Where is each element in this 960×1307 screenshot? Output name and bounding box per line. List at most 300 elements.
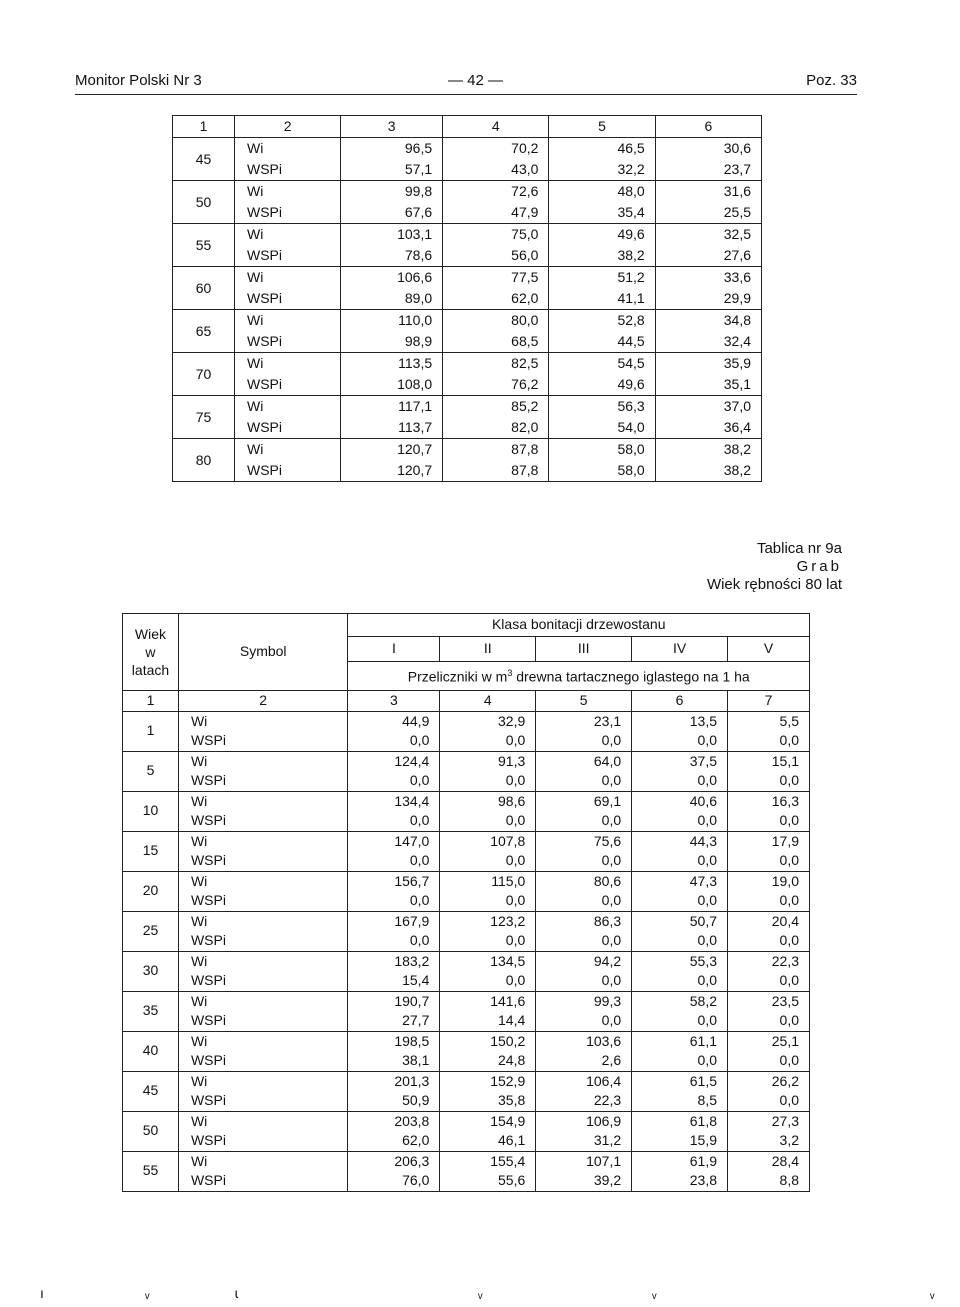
symbol-cell: Wi [235, 310, 341, 332]
value-cell: 80,0 [443, 310, 549, 332]
value-cell: 27,3 [771, 1112, 799, 1129]
value-cell: 156,7 [348, 871, 440, 891]
value-cell: 141,6 [440, 991, 536, 1011]
page-header [75, 72, 857, 95]
value-cell: 167,9 [348, 911, 440, 931]
value-cell: 58,0 [549, 460, 655, 482]
value-cell: 76,0 [348, 1171, 440, 1191]
table-row [123, 751, 810, 771]
value-cell: 41,1 [549, 288, 655, 310]
value-cell: 0,0 [632, 771, 728, 791]
value-cell: 39,2 [536, 1171, 632, 1191]
table-row [173, 267, 762, 289]
column-number: 5 [536, 691, 632, 712]
table-row [123, 971, 810, 991]
value-cell: 107,8 [440, 831, 536, 851]
value-cell: 0,0 [536, 731, 632, 751]
value-cell: 58,0 [549, 439, 655, 461]
symbol-cell: Wi [178, 1071, 348, 1091]
value-cell: 201,3 [348, 1071, 440, 1091]
value-cell: 117,1 [341, 396, 443, 418]
value-cell: 52,8 [549, 310, 655, 332]
age-cell: 15 [123, 831, 179, 871]
value-cell: 0,0 [536, 851, 632, 871]
class-label: III [536, 637, 632, 662]
symbol-cell: WSPi [235, 202, 341, 224]
value-cell: 113,7 [341, 417, 443, 439]
value-cell: 29,9 [655, 288, 761, 310]
age-header: Wiek w latach [123, 614, 179, 691]
scan-marks: ı ᵥ ɩ ᵥ ᵥ ᵥ [40, 1285, 935, 1301]
value-cell: 28,4 [771, 1152, 799, 1169]
value-cell: 0,0 [536, 931, 632, 951]
value-cell: 0,0 [728, 771, 810, 791]
value-cell: 27,6 [655, 245, 761, 267]
symbol-cell: WSPi [178, 1131, 348, 1151]
symbol-cell: Wi [178, 951, 348, 971]
age-cell: 50 [123, 1111, 179, 1151]
value-cell: 46,1 [440, 1131, 536, 1151]
table-row [123, 871, 810, 891]
table-row [173, 202, 762, 224]
symbol-cell: WSPi [178, 771, 348, 791]
table-row [173, 224, 762, 246]
value-cell: 54,0 [549, 417, 655, 439]
value-cell: 35,8 [440, 1091, 536, 1111]
value-cell: 46,5 [549, 138, 655, 160]
value-cell: 0,0 [348, 811, 440, 831]
value-cell: 55,6 [440, 1171, 536, 1191]
value-cell: 55,3 [632, 951, 728, 971]
value-cell: 0,0 [348, 891, 440, 911]
value-cell: 0,0 [440, 771, 536, 791]
value-cell: 34,8 [723, 312, 751, 328]
value-cell: 0,0 [536, 971, 632, 991]
value-cell: 115,0 [440, 871, 536, 891]
value-cell: 3,2 [728, 1131, 810, 1151]
table-row [123, 731, 810, 751]
value-cell: 22,3 [771, 952, 799, 969]
value-cell: 56,0 [443, 245, 549, 267]
value-cell: 25,1 [771, 1032, 799, 1049]
symbol-header: Symbol [178, 614, 348, 691]
value-cell: 23,8 [632, 1171, 728, 1191]
value-cell: 61,8 [632, 1111, 728, 1131]
value-cell: 0,0 [348, 731, 440, 751]
value-cell: 37,0 [723, 398, 751, 414]
value-cell: 48,0 [549, 181, 655, 203]
value-cell: 0,0 [536, 771, 632, 791]
table-row [173, 331, 762, 353]
value-cell: 44,3 [632, 831, 728, 851]
value-cell: 103,1 [341, 224, 443, 246]
value-cell: 72,6 [443, 181, 549, 203]
class-label: II [440, 637, 536, 662]
value-cell: 17,9 [771, 832, 799, 849]
value-cell: 0,0 [632, 731, 728, 751]
value-cell: 107,1 [536, 1151, 632, 1171]
table-row [123, 1051, 810, 1071]
value-cell: 30,6 [723, 140, 751, 156]
value-cell: 58,2 [632, 991, 728, 1011]
value-cell: 64,0 [536, 751, 632, 771]
table-row [123, 931, 810, 951]
value-cell: 32,9 [440, 711, 536, 731]
table-row [123, 791, 810, 811]
table-row [173, 310, 762, 332]
value-cell: 134,5 [440, 951, 536, 971]
rotation-age: Wiek rębności 80 lat [706, 576, 842, 593]
column-number: 4 [443, 116, 549, 138]
value-cell: 0,0 [632, 931, 728, 951]
value-cell: 24,8 [440, 1051, 536, 1071]
age-cell: 40 [123, 1031, 179, 1071]
value-cell: 16,3 [771, 792, 799, 809]
age-cell: 55 [173, 224, 235, 267]
symbol-cell: Wi [235, 439, 341, 461]
class-label: IV [632, 637, 728, 662]
table-row [173, 374, 762, 396]
value-cell: 120,7 [341, 439, 443, 461]
table-row [173, 288, 762, 310]
value-cell: 13,5 [632, 711, 728, 731]
value-cell: 38,2 [549, 245, 655, 267]
age-cell: 70 [173, 353, 235, 396]
value-cell: 0,0 [728, 811, 810, 831]
column-number: 1 [173, 116, 235, 138]
symbol-cell: Wi [178, 911, 348, 931]
value-cell: 183,2 [348, 951, 440, 971]
symbol-cell: WSPi [235, 460, 341, 482]
column-number: 4 [440, 691, 536, 712]
value-cell: 106,6 [341, 267, 443, 289]
value-cell: 85,2 [443, 396, 549, 418]
value-cell: 31,2 [536, 1131, 632, 1151]
value-cell: 96,5 [341, 138, 443, 160]
value-cell: 38,2 [655, 460, 761, 482]
value-cell: 70,2 [443, 138, 549, 160]
symbol-cell: WSPi [178, 971, 348, 991]
table-row [173, 181, 762, 203]
column-number: 1 [123, 691, 179, 712]
table-row [123, 831, 810, 851]
age-cell: 60 [173, 267, 235, 310]
value-cell: 62,0 [348, 1131, 440, 1151]
value-cell: 36,4 [655, 417, 761, 439]
value-cell: 61,1 [632, 1031, 728, 1051]
age-cell: 45 [173, 138, 235, 181]
value-cell: 0,0 [440, 971, 536, 991]
column-number: 3 [341, 116, 443, 138]
value-cell: 56,3 [549, 396, 655, 418]
class-header: Klasa bonitacji drzewostanu [348, 614, 810, 637]
value-cell: 15,4 [348, 971, 440, 991]
symbol-cell: Wi [178, 991, 348, 1011]
value-cell: 99,8 [341, 181, 443, 203]
value-cell: 61,5 [632, 1071, 728, 1091]
table-row [123, 991, 810, 1011]
value-cell: 5,5 [779, 712, 799, 729]
value-cell: 15,1 [771, 752, 799, 769]
table-continued [172, 115, 762, 482]
symbol-cell: WSPi [235, 417, 341, 439]
value-cell: 89,0 [341, 288, 443, 310]
value-cell: 2,6 [536, 1051, 632, 1071]
value-cell: 154,9 [440, 1111, 536, 1131]
value-cell: 23,7 [655, 159, 761, 181]
value-cell: 155,4 [440, 1151, 536, 1171]
symbol-cell: Wi [178, 871, 348, 891]
value-cell: 98,9 [341, 331, 443, 353]
value-cell: 69,1 [536, 791, 632, 811]
table-row [123, 1011, 810, 1031]
symbol-cell: WSPi [235, 374, 341, 396]
value-cell: 8,8 [728, 1171, 810, 1191]
value-cell: 0,0 [440, 931, 536, 951]
table-row [173, 396, 762, 418]
value-cell: 31,6 [723, 183, 751, 199]
column-number: 2 [235, 116, 341, 138]
symbol-cell: WSPi [178, 1091, 348, 1111]
symbol-cell: WSPi [178, 891, 348, 911]
value-cell: 19,0 [771, 872, 799, 889]
value-cell: 47,9 [443, 202, 549, 224]
value-cell: 77,5 [443, 267, 549, 289]
value-cell: 38,2 [723, 441, 751, 457]
value-cell: 0,0 [728, 931, 810, 951]
value-cell: 0,0 [632, 1011, 728, 1031]
value-cell: 54,5 [549, 353, 655, 375]
unit-header: Przeliczniki w $m^3$ drewna tartacznego iglastego na 1 ha [348, 662, 810, 691]
value-cell: 0,0 [632, 851, 728, 871]
age-cell: 20 [123, 871, 179, 911]
symbol-cell: Wi [178, 791, 348, 811]
table-row [123, 1091, 810, 1111]
value-cell: 33,6 [723, 269, 751, 285]
age-cell: 55 [123, 1151, 179, 1191]
value-cell: 44,9 [348, 711, 440, 731]
age-cell: 30 [123, 951, 179, 991]
value-cell: 32,4 [655, 331, 761, 353]
symbol-cell: Wi [235, 353, 341, 375]
table-row [123, 1151, 810, 1171]
table-row [173, 353, 762, 375]
table-row [123, 911, 810, 931]
table-row [123, 1171, 810, 1191]
value-cell: 120,7 [341, 460, 443, 482]
symbol-cell: WSPi [178, 1051, 348, 1071]
value-cell: 37,5 [632, 751, 728, 771]
age-cell: 35 [123, 991, 179, 1031]
value-cell: 0,0 [728, 891, 810, 911]
value-cell: 57,1 [341, 159, 443, 181]
table-row [173, 460, 762, 482]
age-cell: 75 [173, 396, 235, 439]
value-cell: 198,5 [348, 1031, 440, 1051]
symbol-cell: WSPi [178, 1171, 348, 1191]
table-number: Tablica nr 9a [756, 540, 842, 557]
journal-title: Monitor Polski Nr 3 [75, 72, 202, 89]
table-row [123, 851, 810, 871]
value-cell: 0,0 [348, 771, 440, 791]
symbol-cell: Wi [178, 711, 348, 731]
value-cell: 68,5 [443, 331, 549, 353]
value-cell: 99,3 [536, 991, 632, 1011]
age-cell: 5 [123, 751, 179, 791]
value-cell: 0,0 [728, 1051, 810, 1071]
table-caption [707, 540, 842, 594]
value-cell: 75,0 [443, 224, 549, 246]
value-cell: 49,6 [549, 224, 655, 246]
table-row [123, 1071, 810, 1091]
table-row [123, 951, 810, 971]
column-number: 2 [178, 691, 348, 712]
table-row [173, 245, 762, 267]
symbol-cell: WSPi [178, 1011, 348, 1031]
value-cell: 38,1 [348, 1051, 440, 1071]
symbol-cell: Wi [235, 267, 341, 289]
value-cell: 0,0 [632, 811, 728, 831]
value-cell: 87,8 [443, 460, 549, 482]
value-cell: 206,3 [348, 1151, 440, 1171]
value-cell: 0,0 [728, 1011, 810, 1031]
value-cell: 87,8 [443, 439, 549, 461]
table-row [123, 1031, 810, 1051]
value-cell: 0,0 [348, 931, 440, 951]
symbol-cell: Wi [178, 831, 348, 851]
value-cell: 0,0 [728, 971, 810, 991]
value-cell: 32,2 [549, 159, 655, 181]
value-cell: 106,4 [536, 1071, 632, 1091]
value-cell: 86,3 [536, 911, 632, 931]
class-label: V [728, 637, 810, 662]
value-cell: 43,0 [443, 159, 549, 181]
column-number: 6 [632, 691, 728, 712]
value-cell: 0,0 [632, 891, 728, 911]
value-cell: 27,7 [348, 1011, 440, 1031]
value-cell: 0,0 [632, 971, 728, 991]
value-cell: 203,8 [348, 1111, 440, 1131]
column-number: 7 [728, 691, 810, 712]
symbol-cell: WSPi [178, 931, 348, 951]
column-number: 6 [655, 116, 761, 138]
value-cell: 50,9 [348, 1091, 440, 1111]
value-cell: 26,2 [771, 1072, 799, 1089]
value-cell: 22,3 [536, 1091, 632, 1111]
value-cell: 94,2 [536, 951, 632, 971]
table-row [123, 1111, 810, 1131]
table-row [123, 711, 810, 731]
age-cell: 45 [123, 1071, 179, 1111]
value-cell: 35,4 [549, 202, 655, 224]
value-cell: 23,5 [771, 992, 799, 1009]
value-cell: 80,6 [536, 871, 632, 891]
table-row [123, 771, 810, 791]
table-row [173, 159, 762, 181]
table-row [123, 1131, 810, 1151]
value-cell: 113,5 [341, 353, 443, 375]
value-cell: 82,5 [443, 353, 549, 375]
value-cell: 35,9 [723, 355, 751, 371]
value-cell: 106,9 [536, 1111, 632, 1131]
position-number: Poz. 33 [806, 72, 857, 89]
value-cell: 0,0 [728, 1091, 810, 1111]
value-cell: 35,1 [655, 374, 761, 396]
value-cell: 110,0 [341, 310, 443, 332]
age-cell: 65 [173, 310, 235, 353]
value-cell: 0,0 [440, 851, 536, 871]
value-cell: 23,1 [536, 711, 632, 731]
value-cell: 124,4 [348, 751, 440, 771]
value-cell: 75,6 [536, 831, 632, 851]
value-cell: 20,4 [771, 912, 799, 929]
symbol-cell: WSPi [235, 331, 341, 353]
value-cell: 78,6 [341, 245, 443, 267]
class-label: I [348, 637, 440, 662]
value-cell: 0,0 [440, 731, 536, 751]
value-cell: 0,0 [536, 891, 632, 911]
symbol-cell: Wi [235, 181, 341, 203]
table-row [173, 138, 762, 160]
value-cell: 190,7 [348, 991, 440, 1011]
age-cell: 10 [123, 791, 179, 831]
value-cell: 8,5 [632, 1091, 728, 1111]
value-cell: 152,9 [440, 1071, 536, 1091]
value-cell: 44,5 [549, 331, 655, 353]
value-cell: 40,6 [632, 791, 728, 811]
value-cell: 62,0 [443, 288, 549, 310]
age-cell: 80 [173, 439, 235, 482]
value-cell: 0,0 [728, 851, 810, 871]
symbol-cell: Wi [235, 396, 341, 418]
value-cell: 47,3 [632, 871, 728, 891]
value-cell: 103,6 [536, 1031, 632, 1051]
symbol-cell: WSPi [235, 245, 341, 267]
value-cell: 61,9 [632, 1151, 728, 1171]
value-cell: 50,7 [632, 911, 728, 931]
value-cell: 0,0 [728, 731, 810, 751]
value-cell: 108,0 [341, 374, 443, 396]
symbol-cell: WSPi [178, 811, 348, 831]
symbol-cell: WSPi [178, 851, 348, 871]
value-cell: 0,0 [440, 811, 536, 831]
value-cell: 98,6 [440, 791, 536, 811]
value-cell: 150,2 [440, 1031, 536, 1051]
table-row [123, 891, 810, 911]
value-cell: 25,5 [655, 202, 761, 224]
value-cell: 147,0 [348, 831, 440, 851]
value-cell: 32,5 [723, 226, 751, 242]
species-name: Grab [796, 558, 842, 575]
symbol-cell: Wi [235, 138, 341, 160]
value-cell: 82,0 [443, 417, 549, 439]
symbol-cell: WSPi [235, 159, 341, 181]
value-cell: 123,2 [440, 911, 536, 931]
value-cell: 76,2 [443, 374, 549, 396]
value-cell: 0,0 [536, 1011, 632, 1031]
value-cell: 14,4 [440, 1011, 536, 1031]
symbol-cell: WSPi [235, 288, 341, 310]
page-number: — 42 — [448, 72, 504, 89]
age-cell: 25 [123, 911, 179, 951]
value-cell: 15,9 [632, 1131, 728, 1151]
value-cell: 49,6 [549, 374, 655, 396]
symbol-cell: Wi [235, 224, 341, 246]
symbol-cell: Wi [178, 751, 348, 771]
table-row [173, 439, 762, 461]
symbol-cell: Wi [178, 1111, 348, 1131]
age-cell: 50 [173, 181, 235, 224]
